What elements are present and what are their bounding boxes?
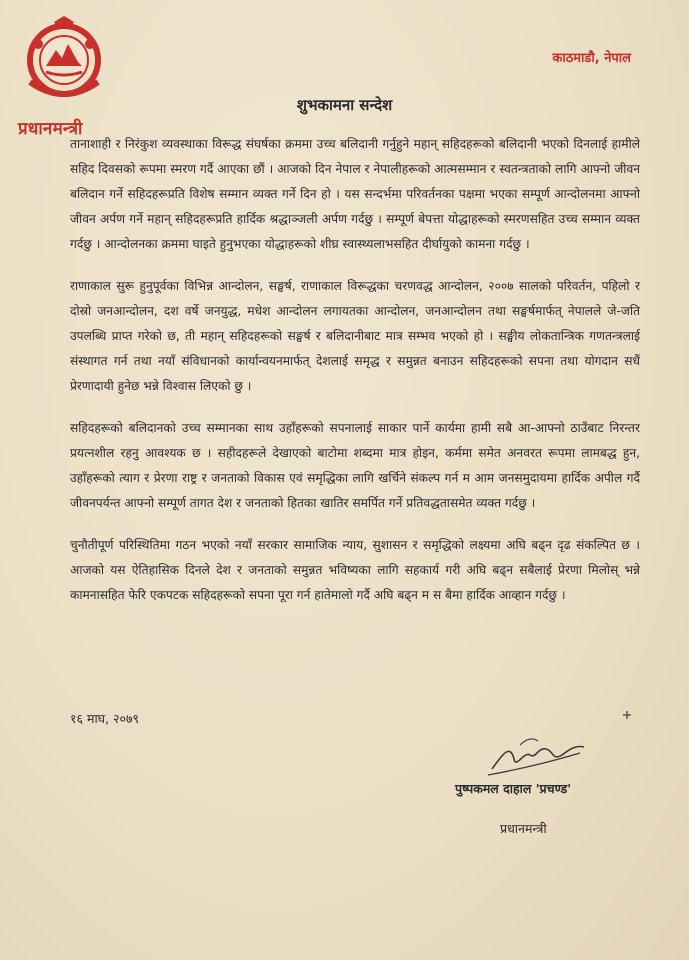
signature-icon bbox=[480, 725, 590, 785]
letter-date: १६ माघ, २०७९ bbox=[70, 711, 140, 726]
signer-name: पुष्पकमल दाहाल 'प्रचण्ड' bbox=[455, 781, 572, 796]
paragraph-4: चुनौतीपूर्ण परिस्थितिमा गठन भएको नयाँ सरकार सामाजिक न्याय, सुशासन र समृद्धिको लक्ष्यमा अघि बढ्न दृढ संकल्पित छ । आजको यस ऐतिहासिक दिनले देश र जनताको समुन्नत भविष्यका लागि सहकार्य गरी अघि बढ्न सबैलाई प्रेरणा मिलोस् भन्ने कामनासहित फेरि एकपटक सहिदहरूको सपना पूरा गर्न हातेमालो गर्दै अघि बढ्न म स बैमा हार्दिक आव्हान गर्दछु । bbox=[70, 538, 640, 602]
letter-body bbox=[70, 132, 640, 625]
letterhead-place: काठमाडौ, नेपाल bbox=[552, 51, 631, 66]
paragraph-1: तानाशाही र निरंकुश व्यवस्थाका विरूद्ध संघर्षका क्रममा उच्च बलिदानी गर्नुहुने महान् सहिदहरूको बलिदानी भएको दिनलाई हामीले सहिद दिवसको रूपमा स्मरण गर्दै आएका छौं । आजको दिन नेपाल र नेपालीहरूको आत्मसम्मान र स्वतन्त्रताको लागि आफ्नो जीवन बलिदान गर्ने सहिदहरूप्रति विशेष सम्मान व्यक्त गर्ने दिन हो । यस सन्दर्भमा परिवर्तनका पक्षमा भएका सम्पूर्ण आन्दोलनमा आफ्नो जीवन अर्पण गर्ने महान् सहिदहरूप्रति हार्दिक श्रद्धाञ्जली अर्पण गर्दछु । सम्पूर्ण बेपत्ता योद्धाहरूको स्मरणसहित उच्च सम्मान व्यक्त गर्दछु । आन्दोलनका क्रममा घाइते हुनुभएका योद्धाहरूको शीघ्र स्वास्थ्यलाभसहित दीर्घायुको कामना गर्दछु । bbox=[70, 137, 640, 251]
nepal-emblem-icon bbox=[16, 14, 112, 106]
ink-mark-icon bbox=[620, 708, 634, 722]
paragraph-2: राणाकाल सुरू हुनुपूर्वका विभिन्न आन्दोलन, सङ्घर्ष, राणाकाल विरूद्धका चरणवद्ध आन्दोलन, २००७ सालको परिवर्तन, पहिलो र दोस्रो जनआन्दोलन, दश वर्षे जनयुद्ध, मधेश आन्दोलन लगायतका आन्दोलन, जनआन्दोलन तथा सङ्घर्षमार्फत् नेपालले जे-जति उपलब्धि प्राप्त गरेको छ, ती महान् सहिदहरूको सङ्घर्ष र बलिदानीबाट मात्र सम्भव भएको हो । सङ्घीय लोकतान्त्रिक गणतन्त्रलाई संस्थागत गर्न तथा नयाँ संविधानको कार्यान्वयनमार्फत् देशलाई समृद्ध र समुन्नत बनाउन सहिदहरूको सपना तथा योगदान सधैं प्रेरणादायी हुनेछ भन्ने विश्वास लिएको छु । bbox=[70, 279, 640, 393]
document-title: शुभकामना सन्देश bbox=[296, 96, 393, 114]
signer-title: प्रधानमन्त्री bbox=[500, 821, 547, 836]
paragraph-3: सहिदहरूको बलिदानको उच्च सम्मानका साथ उहाँहरूको सपनालाई साकार पार्ने कार्यमा हामी सबै आ-आफ्नो ठाउँबाट निरन्तर प्रयत्नशील रहनु आवश्यक छ । सहीदहरूले देखाएको बाटोमा शब्दमा मात्र होइन, कर्ममा समेत अनवरत रूपमा लामबद्ध हुन, उहाँहरूको त्याग र प्रेरणा राष्ट्र र जनताको विकास एवं समृद्धिका लागि खर्चिने संकल्प गर्न म आम जनसमुदायमा हार्दिक अपील गर्दै जीवनपर्यन्त आफ्नो सम्पूर्ण तागत देश र जनताको हितका खातिर समर्पित गर्ने प्रतिवद्धतासमेत व्यक्त गर्दछु । bbox=[70, 421, 640, 510]
letterhead-office: प्रधानमन्त्री bbox=[18, 119, 83, 139]
